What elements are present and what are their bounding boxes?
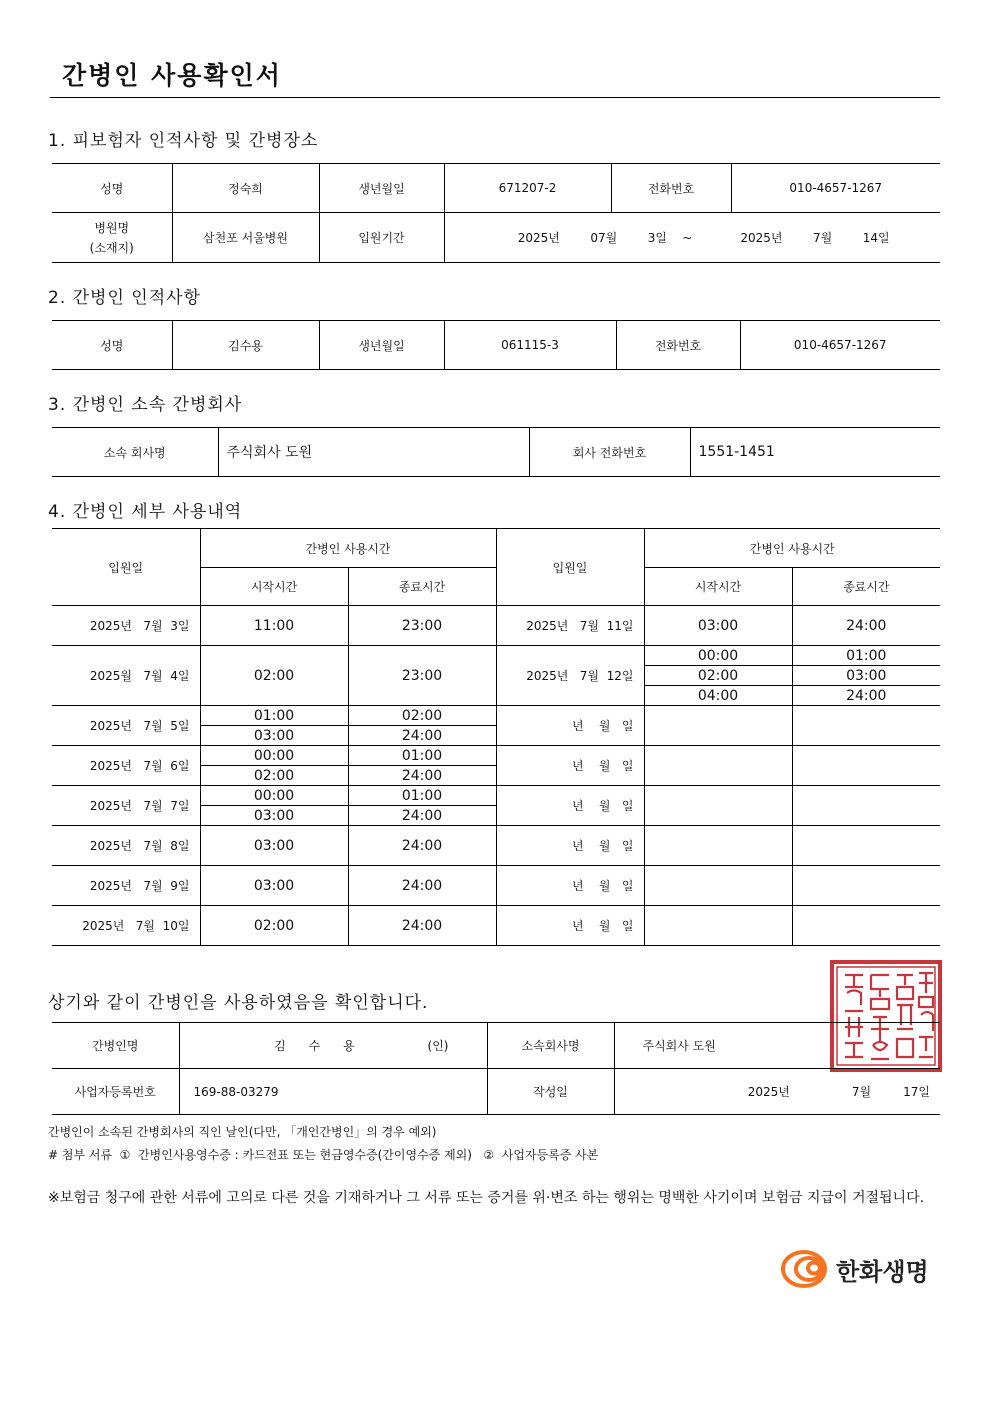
right-date-cell: 년 월 일 (496, 706, 644, 746)
written-date (614, 1069, 940, 1115)
left-start-cell (200, 826, 348, 866)
right-time-header: 간병인 사용시간 (644, 529, 940, 568)
company-info-table (52, 427, 940, 477)
right-date-cell: 2025년 7월 11일 (496, 606, 644, 646)
right-date-cell: 2025년 7월 12일 (496, 646, 644, 706)
right-date-header: 입원일 (496, 529, 644, 606)
title-divider (50, 97, 940, 98)
admission-period (444, 213, 940, 263)
written-day: 17일 (903, 1085, 930, 1099)
admission-period-label: 입원기간 (319, 213, 444, 263)
caregiver-phone: 010-4657-1267 (740, 321, 940, 370)
usage-row (52, 826, 940, 866)
right-date-cell: 년 월 일 (496, 786, 644, 826)
left-start-cell (200, 706, 348, 746)
insured-phone: 010-4657-1267 (731, 164, 940, 213)
left-start-cell (200, 646, 348, 706)
insured-name: 정숙희 (172, 164, 319, 213)
left-date-cell: 2025년 7월 3일 (52, 606, 200, 646)
right-date-cell: 년 월 일 (496, 746, 644, 786)
left-end-cell (348, 646, 496, 706)
left-start-time: 00:00 (253, 747, 295, 764)
left-end-time: 24:00 (401, 877, 443, 894)
admission-period-end: 2025년 7월 14일 (740, 231, 890, 245)
usage-row (52, 786, 940, 826)
left-time-header: 간병인 사용시간 (200, 529, 496, 568)
right-start-cell (644, 826, 792, 866)
right-start-cell (644, 786, 792, 826)
company-name: 주식회사 도원 (218, 428, 529, 477)
right-end-cell (792, 826, 940, 866)
right-end-time: 24:00 (793, 685, 941, 705)
company-phone-label: 회사 전화번호 (529, 428, 690, 477)
right-end-cell (792, 646, 940, 706)
hospital-sublabel: (소재지) (89, 240, 134, 255)
brand-name: 한화생명 (836, 1258, 929, 1286)
left-end-cell (348, 906, 496, 946)
written-date-label: 작성일 (487, 1069, 614, 1115)
section1-heading: 1. 피보험자 인적사항 및 간병장소 (48, 131, 319, 151)
left-start-time: 02:00 (253, 667, 295, 684)
left-date-cell: 2025년 7월 9일 (52, 866, 200, 906)
left-start-time: 01:00 (253, 707, 295, 724)
right-start-time: 04:00 (645, 685, 792, 705)
right-end-cell (792, 746, 940, 786)
caregiver-dob: 061115-3 (444, 321, 616, 370)
left-start-time: 03:00 (253, 837, 295, 854)
left-end-cell (348, 746, 496, 786)
written-month: 7월 (851, 1085, 872, 1099)
written-year: 2025년 (747, 1085, 790, 1099)
insured-info-table (52, 163, 940, 263)
company-phone: 1551-1451 (690, 428, 940, 477)
right-start-header: 시작시간 (644, 568, 792, 606)
right-start-cell (644, 706, 792, 746)
left-end-time: 24:00 (349, 765, 496, 785)
left-start-cell (200, 866, 348, 906)
left-end-time: 01:00 (401, 747, 443, 764)
left-start-time: 03:00 (201, 725, 348, 745)
left-date-cell: 2025년 7월 5일 (52, 706, 200, 746)
right-start-cell (644, 746, 792, 786)
usage-row (52, 606, 940, 646)
insured-dob: 671207-2 (444, 164, 611, 213)
right-date-cell: 년 월 일 (496, 866, 644, 906)
confirmation-text: 상기와 같이 간병인을 사용하였음을 확인합니다. (48, 993, 429, 1013)
left-start-header: 시작시간 (200, 568, 348, 606)
left-end-time: 24:00 (349, 805, 496, 825)
right-end-cell (792, 866, 940, 906)
left-end-time: 24:00 (401, 917, 443, 934)
section4-heading: 4. 간병인 세부 사용내역 (48, 502, 243, 522)
left-start-cell (200, 746, 348, 786)
left-end-time: 02:00 (401, 707, 443, 724)
confirmation-table (52, 1022, 940, 1115)
section3-heading: 3. 간병인 소속 간병회사 (48, 395, 243, 415)
hospital-label-cell (52, 213, 172, 263)
left-end-cell (348, 606, 496, 646)
affiliated-company: 주식회사 도원 (614, 1023, 940, 1069)
hanwha-logo-icon (778, 1244, 834, 1290)
left-end-time: 24:00 (401, 837, 443, 854)
insured-name-label: 성명 (52, 164, 172, 213)
usage-row (52, 906, 940, 946)
right-end-cell (792, 606, 940, 646)
caregiver-phone-label: 전화번호 (616, 321, 740, 370)
usage-row (52, 866, 940, 906)
left-start-time: 02:00 (253, 917, 295, 934)
caregiver-name: 김수용 (172, 321, 319, 370)
left-date-cell: 2025년 7월 7일 (52, 786, 200, 826)
hospital-label: 병원명 (94, 220, 130, 235)
left-end-time: 01:00 (401, 787, 443, 804)
left-start-time: 11:00 (253, 617, 295, 634)
caregiver-dob-label: 생년월일 (319, 321, 444, 370)
left-end-time: 23:00 (401, 617, 443, 634)
right-end-time: 03:00 (793, 665, 941, 685)
fraud-warning: ※보험금 청구에 관한 서류에 고의로 다른 것을 기재하거나 그 서류 또는 증거를 위·변조 하는 행위는 명백한 사기이며 보험금 지급이 거절됩니다. (48, 1190, 925, 1206)
left-end-cell (348, 786, 496, 826)
right-end-header: 종료시간 (792, 568, 940, 606)
right-end-time: 01:00 (846, 647, 887, 664)
usage-row (52, 746, 940, 786)
right-start-time: 00:00 (697, 647, 739, 664)
usage-row (52, 646, 940, 706)
usage-detail-table (52, 528, 940, 946)
left-end-time: 24:00 (349, 725, 496, 745)
left-end-cell (348, 706, 496, 746)
left-end-time: 23:00 (401, 667, 443, 684)
right-date-cell: 년 월 일 (496, 826, 644, 866)
right-end-cell (792, 706, 940, 746)
page-title: 간병인 사용확인서 (62, 61, 282, 90)
left-start-cell (200, 606, 348, 646)
bizno: 169-88-03279 (179, 1069, 487, 1115)
company-name-label: 소속 회사명 (52, 428, 218, 477)
hospital-name: 삼천포 서울병원 (172, 213, 319, 263)
right-start-cell (644, 606, 792, 646)
right-start-time: 02:00 (645, 665, 792, 685)
left-start-cell (200, 906, 348, 946)
left-end-cell (348, 866, 496, 906)
attachment-note: # 첨부 서류 ① 간병인사용영수증 : 카드전표 또는 현금영수증(간이영수증 제외) ② 사업자등록증 사본 (48, 1148, 599, 1162)
section2-heading: 2. 간병인 인적사항 (48, 288, 201, 308)
left-date-header: 입원일 (52, 529, 200, 606)
right-end-time: 24:00 (846, 617, 887, 634)
insured-dob-label: 생년월일 (319, 164, 444, 213)
caregiver-sign-cell (179, 1023, 487, 1069)
right-start-cell (644, 866, 792, 906)
right-start-cell (644, 906, 792, 946)
left-start-time: 02:00 (201, 765, 348, 785)
caregiver-name-label: 성명 (52, 321, 172, 370)
left-end-cell (348, 826, 496, 866)
left-date-cell: 2025년 7월 10일 (52, 906, 200, 946)
right-start-cell (644, 646, 792, 706)
admission-period-start: 2025년 07월 3일 ~ (517, 231, 693, 245)
bizno-label: 사업자등록번호 (52, 1069, 179, 1115)
right-date-cell: 년 월 일 (496, 906, 644, 946)
seal-note: 간병인이 소속된 간병회사의 직인 날인(다만, 「개인간병인」의 경우 예외) (48, 1125, 437, 1139)
affiliated-company-label: 소속회사명 (487, 1023, 614, 1069)
left-start-time: 03:00 (253, 877, 295, 894)
left-end-header: 종료시간 (348, 568, 496, 606)
left-date-cell: 2025월 7월 4일 (52, 646, 200, 706)
right-end-cell (792, 906, 940, 946)
caregiver-info-table (52, 320, 940, 370)
right-end-cell (792, 786, 940, 826)
caregiver-sign-label: 간병인명 (52, 1023, 179, 1069)
left-start-cell (200, 786, 348, 826)
left-start-time: 00:00 (253, 787, 295, 804)
insured-phone-label: 전화번호 (611, 164, 731, 213)
right-start-time: 03:00 (697, 617, 739, 634)
left-start-time: 03:00 (201, 805, 348, 825)
caregiver-seal-mark: (인) (427, 1039, 449, 1053)
usage-row (52, 706, 940, 746)
caregiver-sign-name: 김 수 용 (274, 1039, 355, 1053)
left-date-cell: 2025년 7월 6일 (52, 746, 200, 786)
left-date-cell: 2025년 7월 8일 (52, 826, 200, 866)
